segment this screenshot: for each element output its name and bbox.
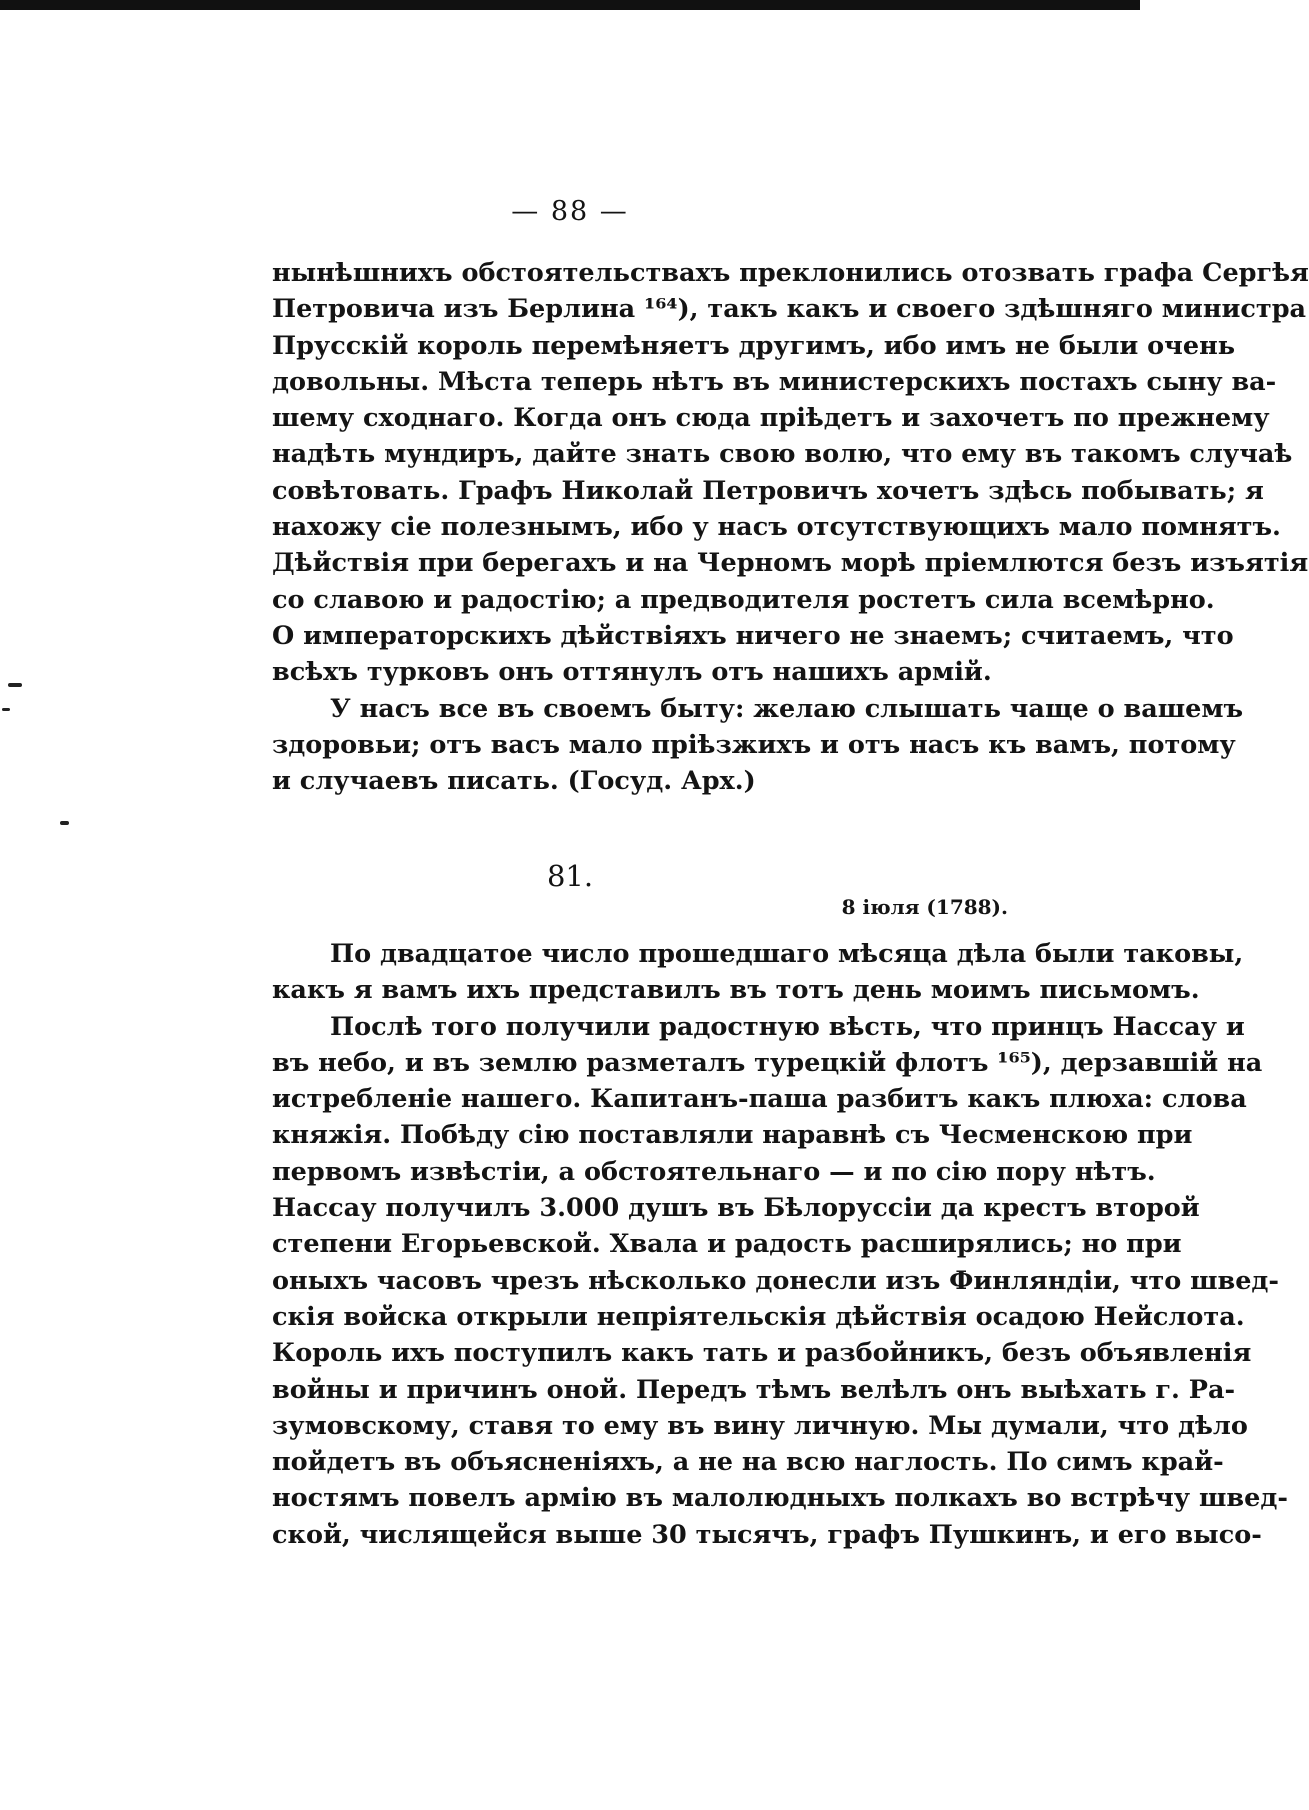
text-line: въ небо, и въ землю разметалъ турецкій флотъ ¹⁶⁵), дерзавшій на	[272, 1047, 1263, 1078]
text-line: ской, числящейся выше 30 тысячъ, графъ Пушкинъ, и его высо-	[272, 1519, 1262, 1550]
text-line: здоровьи; отъ васъ мало пріѣзжихъ и отъ насъ къ вамъ, потому	[272, 729, 1236, 760]
letter-number: 81.	[546, 859, 594, 893]
text-line: ностямъ повелъ армію въ малолюдныхъ полкахъ во встрѣчу швед-	[272, 1483, 1288, 1514]
text-line: войны и причинъ оной. Передъ тѣмъ велѣлъ онъ выѣхать г. Ра-	[272, 1374, 1236, 1405]
text-line: со славою и радостію; а предводителя ростетъ сила всемѣрно.	[272, 584, 1215, 615]
text-line: зумовскому, ставя то ему въ вину личную. Мы думали, что дѣло	[272, 1410, 1248, 1441]
letter-80-body	[272, 255, 1309, 799]
text-line: надѣть мундиръ, дайте знать свою волю, что ему въ такомъ случаѣ	[272, 439, 1293, 470]
text-line: нынѣшнихъ обстоятельствахъ преклонились отозвать графа Сергѣя	[272, 258, 1309, 288]
text-line: скія войска открыли непріятельскія дѣйствія осадою Нейслота.	[272, 1301, 1245, 1332]
text-line: истребленіе нашего. Капитанъ-паша разбитъ какъ плюха: слова	[272, 1084, 1247, 1115]
text-line: Прусскій король перемѣняетъ другимъ, ибо имъ не были очень	[272, 330, 1236, 361]
text-line: шему сходнаго. Когда онъ сюда пріѣдетъ и захочетъ по прежнему	[272, 403, 1270, 434]
text-line: пойдетъ въ объясненіяхъ, а не на всю наглость. По симъ край-	[272, 1447, 1224, 1478]
text-line: княжія. Побѣду сію поставляли наравнѣ съ Чесменскою при	[272, 1120, 1193, 1151]
text-line: совѣтовать. Графъ Николай Петровичъ хочетъ здѣсь побывать; я	[272, 475, 1264, 506]
text-line: какъ я вамъ ихъ представилъ въ тотъ день моимъ письмомъ.	[272, 975, 1200, 1006]
top-border-rule	[0, 0, 1140, 10]
text-line: всѣхъ турковъ онъ оттянулъ отъ нашихъ армій.	[272, 657, 992, 688]
letter-date: 8 іюля (1788).	[841, 895, 1008, 919]
text-line: и случаевъ писать. (Госуд. Арх.)	[272, 766, 756, 797]
letter-81-body	[272, 936, 1288, 1553]
text-line: Дѣйствія при берегахъ и на Черномъ морѣ пріемлются безъ изъятія	[272, 548, 1309, 579]
text-line: Нассау получилъ 3.000 душъ въ Бѣлоруссіи да крестъ второй	[272, 1193, 1200, 1224]
text-line: степени Егорьевской. Хвала и радость расширялись; но при	[272, 1229, 1182, 1260]
page-number: — 88 —	[511, 196, 629, 227]
text-line: О императорскихъ дѣйствіяхъ ничего не знаемъ; считаемъ, что	[272, 620, 1234, 651]
scan-speck	[8, 683, 22, 687]
text-line: Петровича изъ Берлина ¹⁶⁴), такъ какъ и своего здѣшняго министра	[272, 294, 1307, 325]
text-line: довольны. Мѣста теперь нѣтъ въ министерскихъ постахъ сыну ва-	[272, 366, 1277, 397]
scan-speck	[2, 708, 10, 711]
scan-speck	[60, 821, 69, 825]
text-line: Король ихъ поступилъ какъ тать и разбойникъ, безъ объявленія	[272, 1338, 1252, 1369]
text-line: У насъ все въ своемъ быту: желаю слышать чаще о вашемъ	[330, 693, 1244, 724]
text-line: первомъ извѣстіи, а обстоятельнаго — и по сію пору нѣтъ.	[272, 1156, 1156, 1187]
text-line: нахожу сіе полезнымъ, ибо у насъ отсутствующихъ мало помнятъ.	[272, 512, 1281, 543]
text-line: По двадцатое число прошедшаго мѣсяца дѣла были таковы,	[330, 939, 1244, 969]
text-line: оныхъ часовъ чрезъ нѣсколько донесли изъ Финляндіи, что швед-	[272, 1265, 1280, 1296]
text-line: Послѣ того получили радостную вѣсть, что принцъ Нассау и	[330, 1011, 1245, 1042]
